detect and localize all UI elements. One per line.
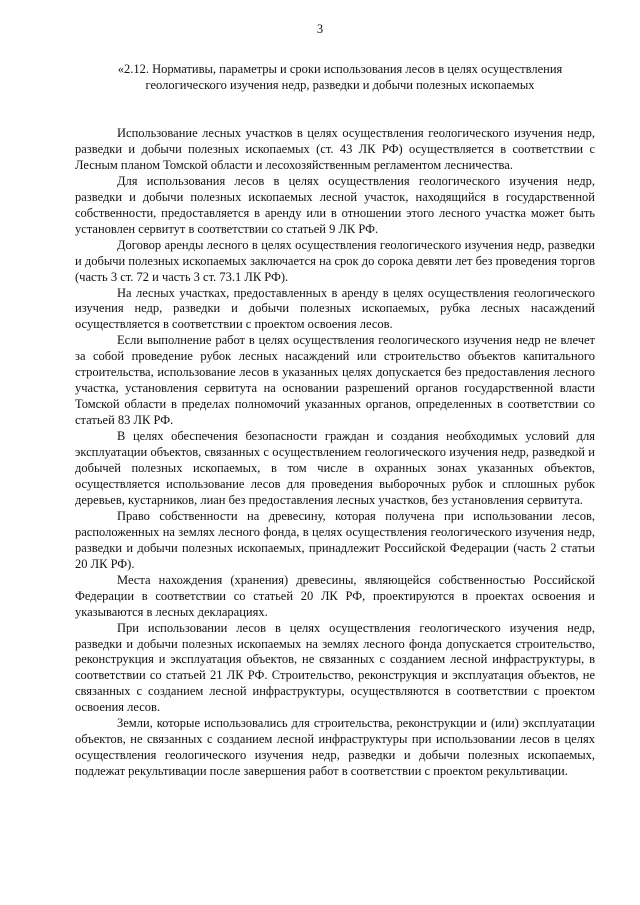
paragraph: Для использования лесов в целях осуществления геологического изучения недр, разведки и добычи полезных ископаемых лесной участок, находящийся в государственной собственности, предоставляется в аренду или в отношении этого лесного участка может быть установлен сервитут в соответствии со статьей 9 ЛК РФ. — [75, 173, 595, 236]
paragraph: Если выполнение работ в целях осуществления геологического изучения недр не влечет за собой проведение рубок лесных насаждений или строительство объектов капитального строительства, использование лесов в указанных целях допускается без предоставления лесного участка, установления сервитута на основании разрешений органов государственной власти Томской области в пределах полномочий указанных органов, определенных в соответствии со статьей 83 ЛК РФ. — [75, 333, 595, 428]
paragraph: При использовании лесов в целях осуществления геологического изучения недр, разведки и добычи полезных ископаемых на землях лесного фонда допускается строительство, реконструкция и эксплуатация объектов, не связанных с созданием лесной инфраструктуры, в соответствии со статьей 21 ЛК РФ. Строительство, реконструкция и эксплуатация объектов, не связанных с созданием лесной инфраструктуры, осуществляются в соответствии с проектом освоения лесов. — [75, 620, 595, 715]
paragraph: Договор аренды лесного в целях осуществления геологического изучения недр, разведки и добычи полезных ископаемых заключается на срок до сорока девяти лет без проведения торгов (часть 3 ст. 72 и часть 3 ст. 73.1 ЛК РФ). — [75, 237, 595, 284]
paragraph: Использование лесных участков в целях осуществления геологического изучения недр, разведки и добычи полезных ископаемых (ст. 43 ЛК РФ) осуществляется в соответствии с Лесным планом Томской области и лесохозяйственным регламентом лесничества. — [75, 126, 595, 172]
paragraph: Места нахождения (хранения) древесины, являющейся собственностью Российской Федерации в соответствии со статьей 20 ЛК РФ, проектируются в проектах освоения и указываются в лесных декларациях. — [75, 572, 595, 619]
paragraph: В целях обеспечения безопасности граждан и создания необходимых условий для эксплуатации объектов, связанных с осуществлением геологического изучения недр, разведкой и добычей полезных ископаемых, в том числе в охранных зонах указанных объектов, осуществляется использование лесов для проведения выборочных рубок и сплошных рубок деревьев, кустарников, лиан без предоставления лесных участков, без установления сервитута. — [75, 429, 595, 507]
paragraph: На лесных участках, предоставленных в аренду в целях осуществления геологического изучения недр, разведки и добычи полезных ископаемых, рубка лесных насаждений осуществляется в соответствии с проектом освоения лесов. — [75, 285, 595, 332]
section-heading: «2.12. Нормативы, параметры и сроки использования лесов в целях осуществления геологического изучения недр, разведки и добычи полезных ископаемых — [117, 62, 563, 92]
paragraph: Земли, которые использовались для строительства, реконструкции и (или) эксплуатации объектов, не связанных с созданием лесной инфраструктуры при использовании лесов в целях осуществления геологического изучения недр, разведки и добычи полезных ископаемых, подлежат рекультивации после завершения работ в соответствии с проектом рекультивации. — [75, 716, 595, 779]
body-text — [75, 126, 595, 780]
paragraph: Право собственности на древесину, которая получена при использовании лесов, расположенных на землях лесного фонда, в целях осуществления геологического изучения недр, разведки и добычи полезных ископаемых, принадлежит Российской Федерации (часть 2 статьи 20 ЛК РФ). — [75, 508, 595, 571]
page-number: 3 — [316, 22, 324, 36]
